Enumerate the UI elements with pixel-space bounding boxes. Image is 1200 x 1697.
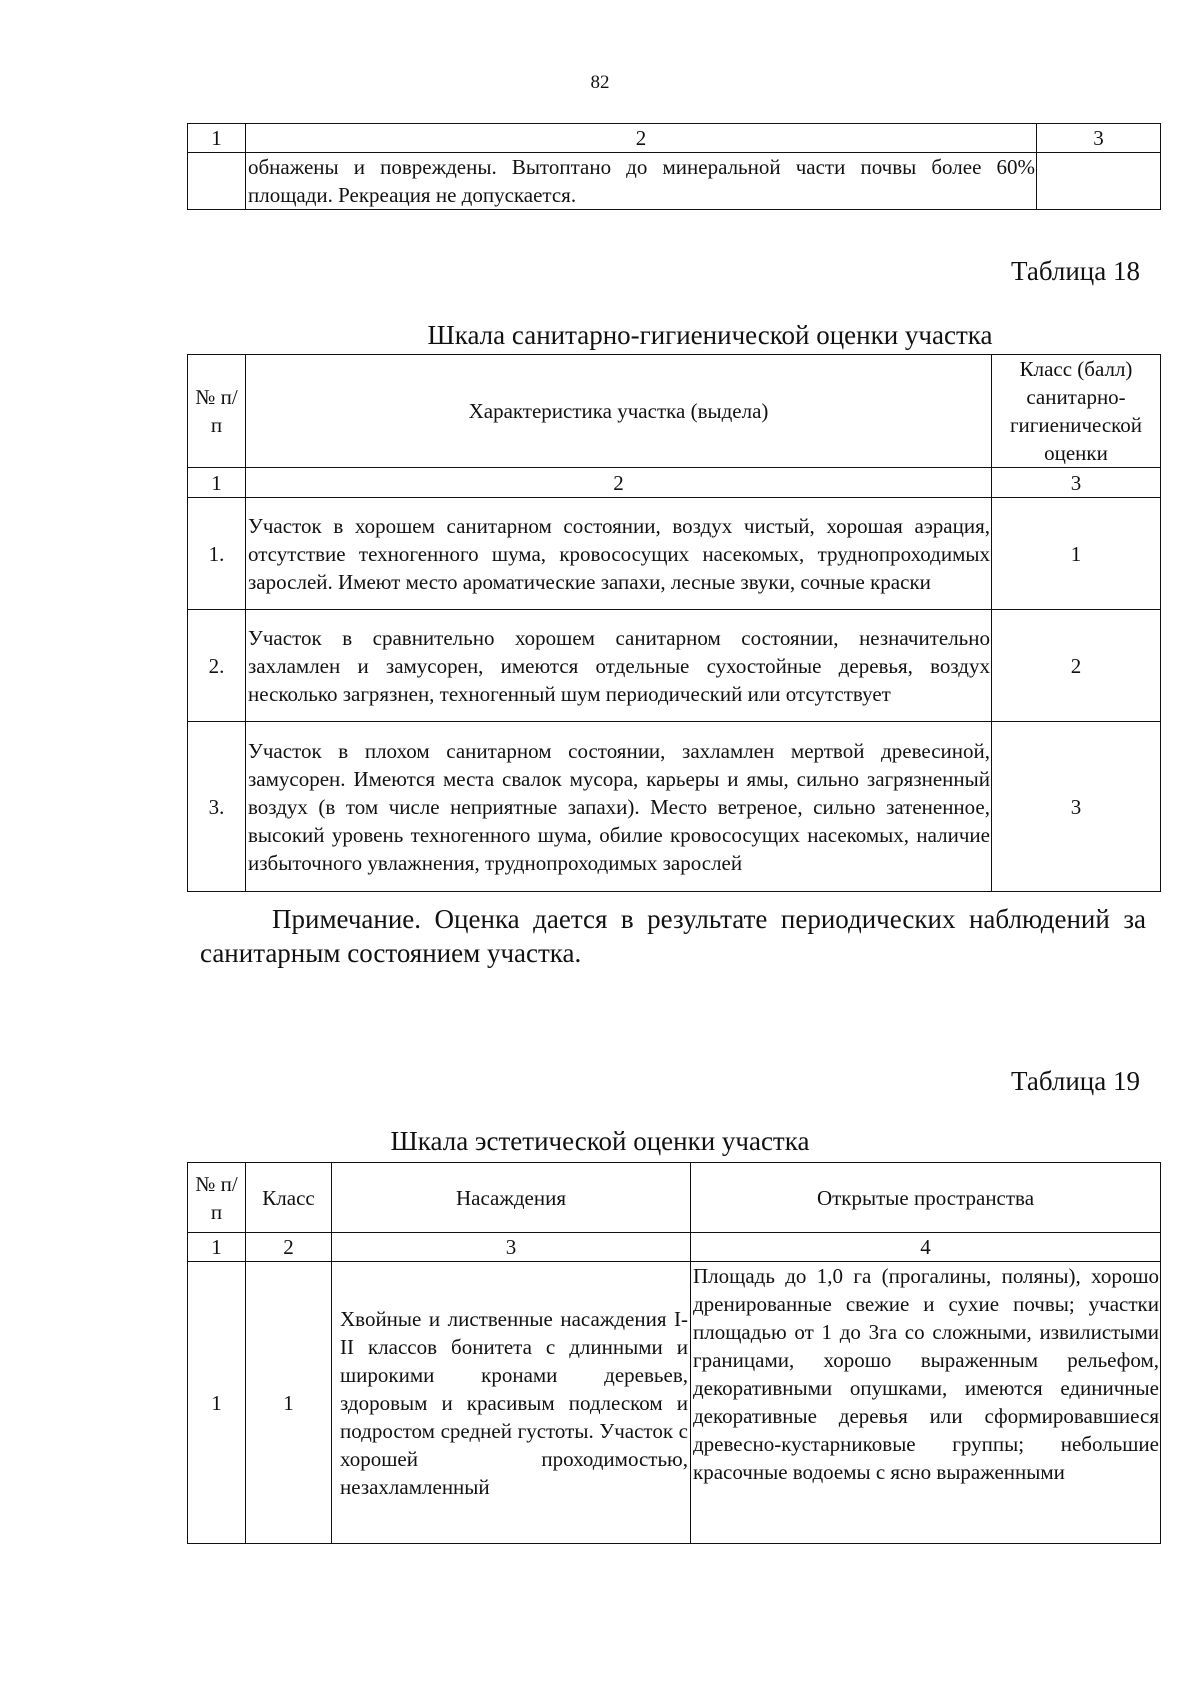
table-cell (1037, 153, 1161, 210)
table-note: Примечание. Оценка дается в результате периодических наблюдений за санитарным состоянием участка. (200, 904, 1146, 968)
row-num: 3. (188, 722, 246, 892)
table-title: Шкала санитарно-гигиенической оценки участка (427, 320, 993, 350)
header-class: Класс (балл) санитарно-гигиенической оценки (992, 355, 1161, 468)
header-class: Класс (246, 1163, 332, 1233)
header-num: № п/п (188, 355, 246, 468)
row-class: 2 (992, 610, 1161, 722)
table-row (188, 1262, 1161, 1544)
row-text: Участок в плохом санитарном состоянии, захламлен мертвой древесиной, замусорен. Имеются места свалок мусора, карьеры и ямы, сильно загрязненный воздух (в том числе неприятные запахи). Место ветреное, сильно затененное, высокий уровень техногенного шума, обилие кровососущих насекомых, наличие избыточного увлажнения, труднопроходимых зарослей (246, 722, 992, 892)
index-cell: 3 (332, 1233, 691, 1262)
row-open-spaces: Площадь до 1,0 га (прогалины, поляны), хорошо дренированные свежие и сухие почвы; участки площадью от 1 до 3га со сложными, извилистыми границами, хорошо выраженным рельефом, декоративными опушками, имеются единичные декоративные деревья или сформировавшиеся древесно-кустарниковые группы; небольшие красочные водоемы с ясно выраженными (691, 1262, 1161, 1544)
header-cell: 2 (246, 124, 1037, 153)
index-cell: 2 (246, 468, 992, 498)
header-cell: 1 (188, 124, 246, 153)
header-num: № п/п (188, 1163, 246, 1233)
table-18 (187, 354, 1161, 892)
table-row (188, 610, 1161, 722)
header-open-spaces: Открытые пространства (691, 1163, 1161, 1233)
row-num: 1. (188, 498, 246, 610)
index-cell: 1 (188, 1233, 246, 1262)
row-num: 2. (188, 610, 246, 722)
index-cell: 4 (691, 1233, 1161, 1262)
table-caption: Таблица 18 (1011, 256, 1140, 286)
index-cell: 2 (246, 1233, 332, 1262)
row-plantings: Хвойные и лиственные насаждения I-II классов бонитета с длинными и широкими кронами деревьев, здоровым и красивым подлеском и подростом средней густоты. Участок с хорошей проходимостью, незахламленный (332, 1262, 691, 1544)
page-number: 82 (590, 72, 610, 93)
row-text: Участок в сравнительно хорошем санитарном состоянии, незначительно захламлен и замусорен, имеются отдельные сухостойные деревья, воздух несколько загрязнен, техногенный шум периодический или отсутствует (246, 610, 992, 722)
continued-table (187, 123, 1161, 210)
header-plantings: Насаждения (332, 1163, 691, 1233)
table-caption: Таблица 19 (1011, 1066, 1140, 1096)
table-row (188, 498, 1161, 610)
index-cell: 1 (188, 468, 246, 498)
table-cell-text: обнажены и повреждены. Вытоптано до минеральной части почвы более 60% площади. Рекреация не допускается. (246, 153, 1037, 210)
table-19 (187, 1162, 1161, 1544)
table-cell (188, 153, 246, 210)
row-class: 1 (992, 498, 1161, 610)
table-row (188, 722, 1161, 892)
row-text: Участок в хорошем санитарном состоянии, воздух чистый, хорошая аэрация, отсутствие техногенного шума, кровососущих насекомых, труднопроходимых зарослей. Имеют место ароматические запахи, лесные звуки, сочные краски (246, 498, 992, 610)
header-cell: 3 (1037, 124, 1161, 153)
index-cell: 3 (992, 468, 1161, 498)
row-class: 3 (992, 722, 1161, 892)
table-title: Шкала эстетической оценки участка (390, 1126, 810, 1156)
header-characteristic: Характеристика участка (выдела) (246, 355, 992, 468)
row-num: 1 (188, 1262, 246, 1544)
row-class: 1 (246, 1262, 332, 1544)
